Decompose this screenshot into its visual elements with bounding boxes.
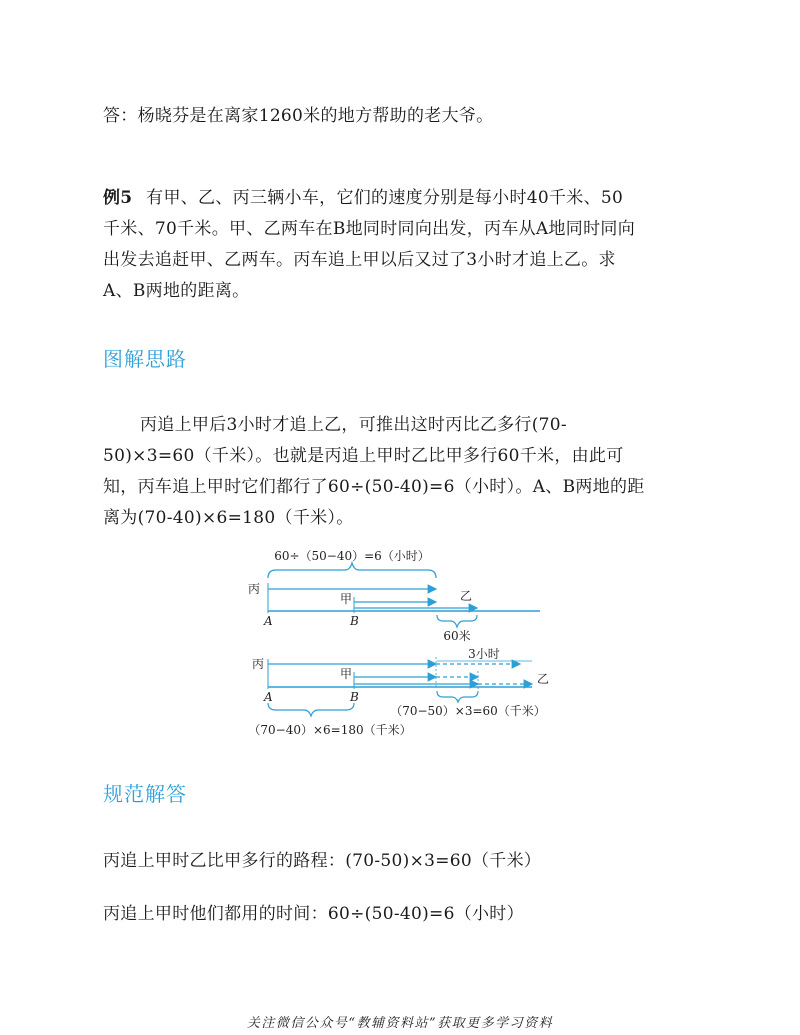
label-bing: 丙 — [248, 582, 261, 596]
label-jia-2: 甲 — [340, 667, 353, 681]
example-line-4: A、B两地的距离。 — [103, 281, 250, 301]
reasoning-line-1: 丙追上甲后3小时才追上乙，可推出这时丙比乙多行(70- — [140, 415, 567, 435]
section-heading-standard-solution: 规范解答 — [103, 782, 187, 806]
diff-brace — [437, 691, 478, 702]
label-hours: 3小时 — [468, 647, 500, 661]
chase-diagram — [0, 545, 800, 745]
label-bing-2: 丙 — [252, 657, 265, 671]
section-heading-diagram-thinking: 图解思路 — [103, 347, 187, 371]
label-jia: 甲 — [340, 592, 353, 606]
label-yi-2: 乙 — [537, 672, 550, 686]
label-yi: 乙 — [460, 589, 473, 603]
footer-note: 关注微信公众号“教辅资料站”获取更多学习资料 — [246, 1016, 554, 1031]
point-b-1: B — [350, 614, 359, 628]
reasoning-line-2: 50)×3=60（千米）。也就是丙追上甲时乙比甲多行60千米，由此可 — [103, 446, 624, 466]
solution-step-2: 丙追上甲时他们都用的时间：60÷(50-40)=6（小时） — [103, 904, 524, 924]
example-line-3: 出发去追赶甲、乙两车。丙车追上甲以后又过了3小时才追上乙。求 — [103, 250, 616, 270]
example-label: 例5 — [103, 188, 133, 208]
point-a-2: A — [264, 690, 273, 704]
top-brace — [268, 563, 436, 578]
reasoning-line-4: 离为(70-40)×6=180（千米）。 — [103, 508, 354, 528]
gap-brace — [437, 615, 477, 627]
distance-label: （70−40）×6=180（千米） — [248, 723, 412, 737]
example-line-2: 千米、70千米。甲、乙两车在B地同时同向出发，丙车从A地同时同向 — [103, 219, 635, 239]
solution-step-1: 丙追上甲时乙比甲多行的路程：(70-50)×3=60（千米） — [103, 851, 542, 871]
point-b-2: B — [350, 690, 359, 704]
gap-label: 60米 — [443, 629, 471, 643]
example-text-1: 有甲、乙、丙三辆小车，它们的速度分别是每小时40千米、50 — [146, 188, 624, 208]
reasoning-line-3: 知，丙车追上甲时它们都行了60÷(50-40)=6（小时）。A、B两地的距 — [103, 477, 645, 497]
answer-line: 答：杨晓芬是在离家1260米的地方帮助的老大爷。 — [103, 106, 494, 126]
distance-brace — [268, 703, 354, 716]
diff-label: （70−50）×3=60（千米） — [390, 704, 546, 718]
top-brace-label: 60÷（50−40）=6（小时） — [274, 549, 430, 563]
point-a-1: A — [264, 614, 273, 628]
example-line-1 — [103, 183, 623, 208]
